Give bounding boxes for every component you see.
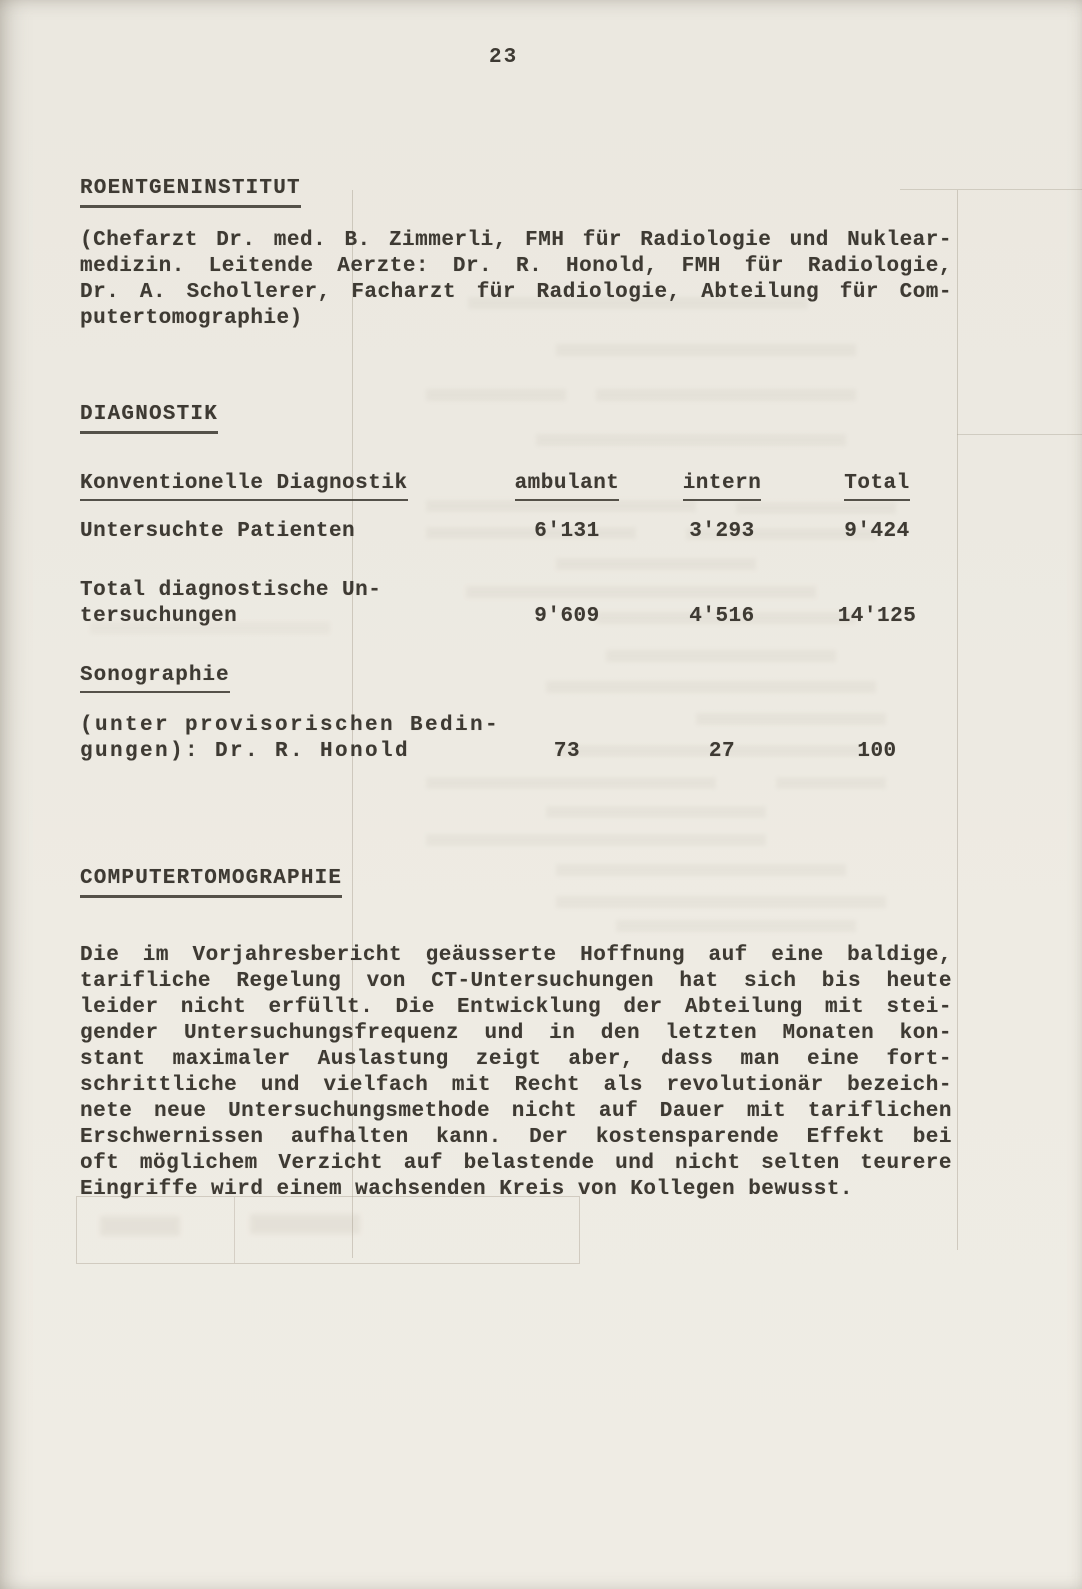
bleed-through-artifact	[426, 500, 696, 512]
table-cell-intern: 27	[708, 740, 736, 763]
table-row-label: gungen): Dr. R. Honold	[80, 740, 411, 763]
section-title-roentgeninstitut: ROENTGENINSTITUT	[80, 176, 301, 208]
table-cell-ambulant: 6'131	[534, 520, 600, 543]
bleed-through-artifact	[100, 1216, 180, 1236]
table-row	[80, 713, 952, 765]
paragraph-line: Eingriffe wird einem wachsenden Kreis von Kollegen bewusst.	[80, 1178, 854, 1201]
bleed-through-artifact	[736, 502, 896, 514]
table-cell-total: 14'125	[837, 605, 917, 628]
bleed-through-artifact	[546, 806, 766, 818]
bleed-through-artifact	[426, 389, 566, 401]
table-header-ambulant: ambulant	[500, 471, 634, 501]
paragraph-line: Erschwernissen aufhalten kann. Der kostensparende Effekt bei	[80, 1126, 952, 1149]
section-title-computertomographie: COMPUTERTOMOGRAPHIE	[80, 866, 342, 898]
computertomographie-paragraph	[80, 943, 952, 1203]
bleed-through-artifact	[426, 777, 716, 789]
table-cell-intern: 3'293	[689, 520, 755, 543]
table-header-row	[80, 471, 952, 501]
bleed-through-artifact	[596, 389, 856, 401]
paragraph-line: tarifliche Regelung von CT-Untersuchungen hat sich bis heute	[80, 970, 952, 993]
table-cell-total: 9'424	[844, 520, 910, 543]
paragraph-line: leider nicht erfüllt. Die Entwicklung der Abteilung mit stei-	[80, 996, 952, 1019]
bleed-through-artifact	[250, 1214, 360, 1234]
table-row-label: (unter provisorischen Bedin-	[80, 714, 501, 737]
bleed-through-artifact	[776, 777, 886, 789]
page-number: 23	[489, 46, 519, 69]
bleed-through-artifact	[536, 434, 846, 446]
paragraph-line: Die im Vorjahresbericht geäusserte Hoffnung auf eine baldige,	[80, 944, 952, 967]
section-computertomographie-header	[80, 866, 952, 898]
table-header-total: Total	[810, 471, 944, 501]
table-row	[80, 519, 952, 545]
paragraph-line: Dr. A. Schollerer, Facharzt für Radiologie, Abteilung für Com-	[80, 281, 952, 304]
section-diagnostik-header	[80, 402, 952, 434]
paragraph-line: putertomographie)	[80, 307, 303, 330]
paragraph-line: gender Untersuchungsfrequenz und in den letzten Monaten kon-	[80, 1022, 952, 1045]
subsection-sonographie-header	[80, 663, 952, 693]
section-roentgeninstitut-header	[80, 176, 952, 208]
bleed-through-artifact	[556, 344, 856, 356]
paragraph-line: nete neue Untersuchungsmethode nicht auf Dauer mit tariflichen	[80, 1100, 952, 1123]
table-cell-total: 100	[857, 740, 897, 763]
table-cell-intern: 4'516	[689, 605, 755, 628]
bleed-horizontal-rule	[957, 434, 1082, 435]
table-header-intern: intern	[634, 471, 810, 501]
section-title-diagnostik: DIAGNOSTIK	[80, 402, 218, 434]
bleed-through-artifact	[556, 558, 756, 570]
bleed-ghost-table-divider	[234, 1197, 235, 1263]
roentgeninstitut-intro-paragraph	[80, 228, 952, 332]
table-row-label: Total diagnostische Un-	[80, 579, 382, 602]
paragraph-line: medizin. Leitende Aerzte: Dr. R. Honold, FMH für Radiologie,	[80, 255, 952, 278]
bleed-through-artifact	[606, 650, 836, 662]
table-row-label: tersuchungen	[80, 605, 238, 628]
paragraph-line: (Chefarzt Dr. med. B. Zimmerli, FMH für Radiologie und Nuklear-	[80, 229, 952, 252]
paragraph-line: schrittliche und vielfach mit Recht als revolutionär bezeich-	[80, 1074, 952, 1097]
table-row	[80, 578, 952, 630]
table-row-label: Untersuchte Patienten	[80, 520, 356, 543]
bleed-vertical-rule	[957, 190, 958, 1250]
bleed-through-artifact	[426, 834, 766, 846]
table-cell-ambulant: 9'609	[534, 605, 600, 628]
paragraph-line: stant maximaler Auslastung zeigt aber, dass man eine fort-	[80, 1048, 952, 1071]
subsection-title-sonographie: Sonographie	[80, 663, 230, 693]
table-header-label: Konventionelle Diagnostik	[80, 471, 500, 501]
table-cell-ambulant: 73	[553, 740, 581, 763]
bleed-through-artifact	[616, 920, 856, 932]
paragraph-line: oft möglichem Verzicht auf belastende und nicht selten teurere	[80, 1152, 952, 1175]
